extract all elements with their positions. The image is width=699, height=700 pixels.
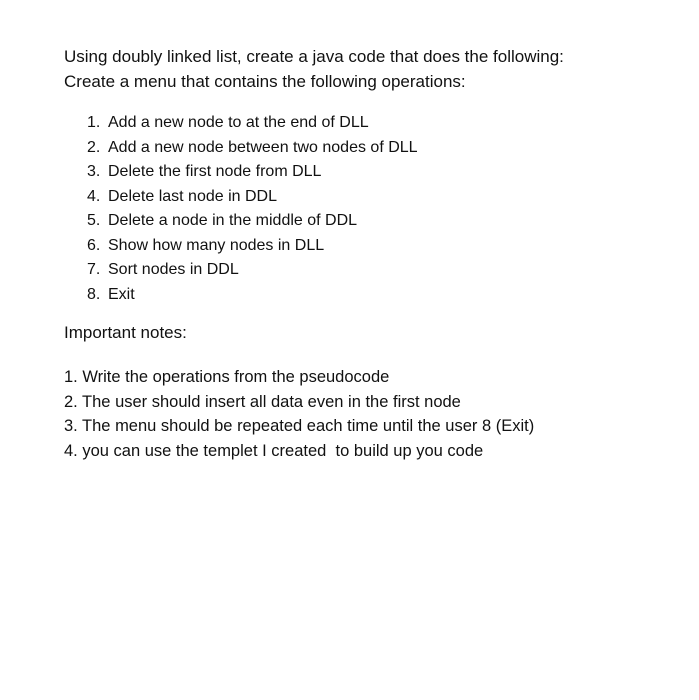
menu-item-number: 1. bbox=[87, 114, 101, 131]
note-item: 1. Write the operations from the pseudocode bbox=[64, 368, 390, 386]
menu-item-text: Sort nodes in DDL bbox=[108, 261, 239, 278]
menu-item-text: Show how many nodes in DLL bbox=[108, 236, 325, 254]
notes-heading: Important notes: bbox=[64, 323, 187, 342]
menu-item-number: 7. bbox=[87, 261, 101, 278]
menu-item-text: Add a new node between two nodes of DLL bbox=[108, 138, 418, 156]
menu-item-exit bbox=[87, 283, 684, 308]
note-item: 2. The user should insert all data even in the first node bbox=[64, 392, 461, 411]
menu-item-number: 8. bbox=[87, 285, 101, 303]
note-item: 3. The menu should be repeated each time until the user 8 (Exit) bbox=[64, 417, 535, 435]
document-body bbox=[64, 44, 684, 463]
menu-item-number: 4. bbox=[87, 187, 101, 205]
menu-item-add-end bbox=[87, 111, 684, 136]
menu-item-number: 6. bbox=[87, 236, 101, 254]
note-item: 4. you can use the templet I created to build up you code bbox=[64, 441, 484, 460]
menu-item-text: Add a new node to at the end of DLL bbox=[108, 114, 369, 131]
notes-list bbox=[64, 365, 684, 463]
intro-line-2: Create a menu that contains the following operations: bbox=[64, 72, 466, 91]
menu-item-sort bbox=[87, 258, 684, 283]
menu-item-count-nodes bbox=[87, 234, 684, 259]
menu-operations-list bbox=[64, 111, 684, 307]
menu-item-number: 2. bbox=[87, 138, 101, 156]
menu-item-delete-middle bbox=[87, 209, 684, 234]
menu-item-delete-first bbox=[87, 160, 684, 185]
menu-item-delete-last bbox=[87, 185, 684, 210]
intro-line-1: Using doubly linked list, create a java code that does the following: bbox=[64, 47, 564, 66]
menu-item-text: Delete the first node from DLL bbox=[108, 163, 322, 180]
menu-item-number: 3. bbox=[87, 163, 101, 180]
menu-item-text: Exit bbox=[108, 285, 135, 303]
menu-item-add-between bbox=[87, 136, 684, 161]
menu-item-text: Delete a node in the middle of DDL bbox=[108, 212, 358, 229]
menu-item-text: Delete last node in DDL bbox=[108, 187, 277, 205]
menu-item-number: 5. bbox=[87, 212, 101, 229]
